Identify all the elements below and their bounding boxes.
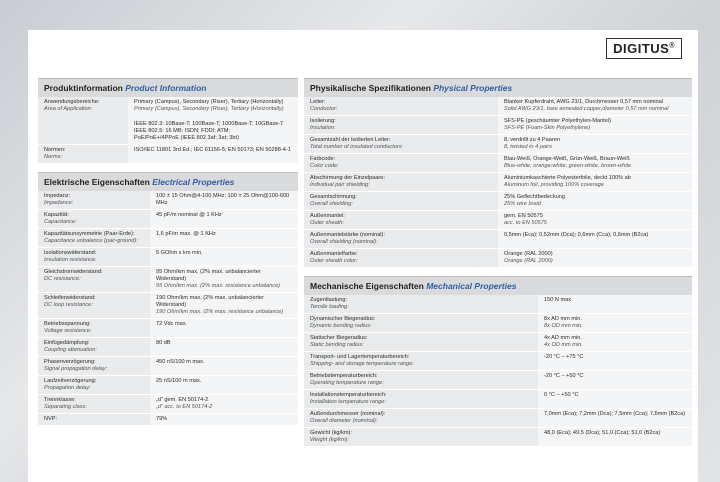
row-label bbox=[38, 191, 150, 210]
table-row bbox=[304, 333, 692, 352]
row-value bbox=[498, 192, 692, 211]
label-de: Trennklasse: bbox=[44, 397, 76, 403]
row-label bbox=[304, 154, 498, 173]
label-de: Einfügedämpfung: bbox=[44, 340, 90, 346]
row-label bbox=[38, 145, 128, 164]
value-1: ISO/IEC 11801 3rd Ed.; IEC 61156-5; EN 50173; EN 50288-4-1 bbox=[134, 147, 291, 153]
row-value bbox=[498, 230, 692, 249]
table-row bbox=[304, 314, 692, 333]
label-en: Capacitance unbalance (pair-ground): bbox=[44, 238, 138, 244]
row-label bbox=[38, 357, 150, 376]
label-de: Gesamtzahl der isolierten Leiter: bbox=[310, 137, 391, 143]
value-1: „d“ gem. EN 50174-2 bbox=[156, 397, 209, 403]
mechanical-title-de: Mechanische Eigenschaften bbox=[310, 281, 424, 291]
row-value bbox=[538, 352, 692, 371]
label-en: Outer sheath color: bbox=[310, 258, 358, 264]
row-label bbox=[304, 352, 538, 371]
electrical-title-en: Electrical Properties bbox=[152, 177, 235, 187]
value-1: -20 °C – +50 °C bbox=[544, 373, 584, 379]
table-row bbox=[304, 135, 692, 154]
value-1: 1,6 pF/m max. @ 1 KHz bbox=[156, 231, 216, 237]
row-label bbox=[304, 211, 498, 230]
physical-title-en: Physical Properties bbox=[433, 83, 513, 93]
electrical-table bbox=[38, 191, 298, 426]
row-value bbox=[150, 267, 298, 293]
row-label bbox=[304, 333, 538, 352]
mechanical-section bbox=[304, 276, 692, 447]
value-3: IEEE 802.3: 10Base-T; 100Base-T; 1000Base-T; 10GBase-T bbox=[134, 121, 284, 127]
label-de: Kapazität: bbox=[44, 212, 69, 218]
row-label bbox=[304, 230, 498, 249]
value-1: 7,0mm (Eca); 7,2mm (Dca); 7,5mm (Cca); 7,5mm (B2ca) bbox=[544, 411, 686, 417]
value-1: 25% Geflechtbedeckung bbox=[504, 194, 565, 200]
row-label bbox=[304, 295, 538, 314]
label-de: Betriebsspannung: bbox=[44, 321, 91, 327]
row-label bbox=[38, 248, 150, 267]
row-label bbox=[38, 97, 128, 145]
value-2: SFS-PE (Foam-Skin Polyethylene) bbox=[504, 125, 591, 131]
value-1: 80 dB bbox=[156, 340, 171, 346]
value-5: PoE/PoE+/4PPoE (IEEE 802.3af; 3at; 3bt) bbox=[134, 135, 239, 141]
row-label bbox=[38, 229, 150, 248]
row-value bbox=[150, 395, 298, 414]
label-en: Tensile loading: bbox=[310, 304, 349, 310]
row-value bbox=[498, 211, 692, 230]
label-de: Außenmantelstärke (nominal): bbox=[310, 232, 385, 238]
row-value bbox=[128, 145, 298, 164]
table-row bbox=[38, 293, 298, 319]
row-value bbox=[150, 376, 298, 395]
table-row bbox=[304, 428, 692, 447]
row-label bbox=[304, 371, 538, 390]
row-label bbox=[304, 409, 538, 428]
digitus-logo bbox=[606, 38, 682, 59]
value-1: Primary (Campus), Secondary (Riser), Tertiary (Horizontally) bbox=[134, 99, 284, 105]
label-de: Installationstemperaturbereich: bbox=[310, 392, 387, 398]
value-1: 4x AD mm min. bbox=[544, 335, 582, 341]
value-1: 95 Ohm/km max. (2% max. unbalancierter Widerstand) bbox=[156, 269, 261, 282]
row-label bbox=[38, 338, 150, 357]
row-value bbox=[538, 428, 692, 447]
row-label bbox=[38, 376, 150, 395]
label-de: Außenmantelfarbe: bbox=[310, 251, 358, 257]
row-label bbox=[304, 390, 538, 409]
row-label bbox=[304, 249, 498, 268]
row-label bbox=[38, 395, 150, 414]
label-en: Shipping- and storage temperature range: bbox=[310, 361, 414, 367]
value-1: 8, verdrillt zu 4 Paaren bbox=[504, 137, 560, 143]
row-label bbox=[38, 414, 150, 426]
label-en: Propagation delay: bbox=[44, 385, 91, 391]
label-en: Total number of insulated conductors: bbox=[310, 144, 404, 150]
table-row bbox=[304, 352, 692, 371]
label-en: Overall shielding: bbox=[310, 201, 353, 207]
table-row bbox=[304, 192, 692, 211]
value-1: SFS-PE (geschäumter Polyethylen-Mantel) bbox=[504, 118, 611, 124]
product-title-de: Produktinformation bbox=[44, 83, 123, 93]
row-value bbox=[538, 409, 692, 428]
value-2: Solid AWG 23/1, bare annealed copper,diameter 0.57 mm nominal bbox=[504, 106, 669, 112]
row-label bbox=[38, 293, 150, 319]
label-de: Betriebstemperaturbereich: bbox=[310, 373, 378, 379]
label-de: Laufzeitverzögerung: bbox=[44, 378, 97, 384]
label-de: Gewicht (kg/km): bbox=[310, 430, 352, 436]
value-2: 25% wire braid bbox=[504, 201, 541, 207]
row-label bbox=[304, 428, 538, 447]
row-label bbox=[304, 314, 538, 333]
row-value bbox=[498, 249, 692, 268]
table-row bbox=[38, 267, 298, 293]
row-label bbox=[304, 173, 498, 192]
value-1: 0 °C – +50 °C bbox=[544, 392, 579, 398]
label-en: Area of Application: bbox=[44, 106, 93, 112]
label-de: Kapazitätsunsymmetrie (Paar-Erde): bbox=[44, 231, 135, 237]
row-value bbox=[150, 319, 298, 338]
value-1: 8x AD mm min. bbox=[544, 316, 582, 322]
value-2: 95 Ohm/km max. (2% max. resistance unbalance) bbox=[156, 283, 281, 289]
table-row bbox=[38, 319, 298, 338]
value-2: 8x OD mm min. bbox=[544, 323, 583, 329]
table-row bbox=[304, 409, 692, 428]
table-row bbox=[304, 230, 692, 249]
label-de: Gleichstromwiderstand: bbox=[44, 269, 103, 275]
label-de: Gesamtschirmung: bbox=[310, 194, 357, 200]
label-en: Capacitance: bbox=[44, 219, 77, 225]
electrical-section bbox=[38, 172, 298, 426]
row-value bbox=[150, 248, 298, 267]
value-2: 8, twisted in 4 pairs bbox=[504, 144, 552, 150]
label-en: Overall diameter (nominal): bbox=[310, 418, 378, 424]
value-2: Orange (RAL 2000) bbox=[504, 258, 553, 264]
label-en: Norms: bbox=[44, 154, 63, 160]
label-de: NVP: bbox=[44, 416, 58, 422]
product-section bbox=[38, 78, 298, 164]
row-value bbox=[128, 97, 298, 145]
label-en: Individual pair shielding: bbox=[310, 182, 370, 188]
row-value bbox=[150, 338, 298, 357]
left-column bbox=[38, 78, 298, 434]
value-2: acc. to EN 50575 bbox=[504, 220, 547, 226]
value-1: Aluminiumkaschierte Polyesterfolie, deckt 100% ab bbox=[504, 175, 631, 181]
value-1: 48,0 (Eca); 49,5 (Dca); 51,0 (Cca); 51,0 (B2ca) bbox=[544, 430, 661, 436]
label-de: Isolationswiderstand: bbox=[44, 250, 97, 256]
electrical-title-de: Elektrische Eigenschaften bbox=[44, 177, 150, 187]
row-label bbox=[304, 192, 498, 211]
product-title-en: Product Information bbox=[125, 83, 207, 93]
datasheet bbox=[28, 30, 698, 482]
value-2: Blue-white, orange-white, green-white, brown-white bbox=[504, 163, 632, 169]
value-1: 450 nS/100 m max. bbox=[156, 359, 205, 365]
table-row bbox=[38, 97, 298, 145]
row-label bbox=[304, 97, 498, 116]
label-de: Abschirmung der Einzelpaare: bbox=[310, 175, 385, 181]
row-value bbox=[538, 371, 692, 390]
table-row bbox=[304, 173, 692, 192]
value-2: Primary (Campus), Secondary (Riser), Tertiary (Horizontally) bbox=[134, 106, 284, 112]
label-en: Insulation resistance: bbox=[44, 257, 97, 263]
label-en: Color code: bbox=[310, 163, 339, 169]
row-value bbox=[538, 333, 692, 352]
row-value bbox=[150, 357, 298, 376]
value-1: -20 °C – +75 °C bbox=[544, 354, 584, 360]
label-de: Isolierung: bbox=[310, 118, 336, 124]
table-row bbox=[38, 191, 298, 210]
label-en: Operating temperature range: bbox=[310, 380, 384, 386]
label-de: Phasenverzögerung: bbox=[44, 359, 96, 365]
physical-title-de: Physikalische Spezifikationen bbox=[310, 83, 431, 93]
row-value bbox=[538, 390, 692, 409]
label-en: Insulation: bbox=[310, 125, 336, 131]
table-row bbox=[38, 248, 298, 267]
label-en: Signal propagation delay: bbox=[44, 366, 108, 372]
value-1: 79% bbox=[156, 416, 168, 422]
value-1: 100 ± 15 Ohm@4-100 MHz; 100 ± 25 Ohm@100-600 MHz bbox=[156, 193, 290, 206]
row-value bbox=[498, 154, 692, 173]
value-1: 5 GOhm x km min. bbox=[156, 250, 203, 256]
row-label bbox=[38, 267, 150, 293]
mechanical-table bbox=[304, 295, 692, 447]
value-1: 45 pF/m nominal @ 1 KHz bbox=[156, 212, 222, 218]
row-label bbox=[38, 319, 150, 338]
mechanical-title-en: Mechanical Properties bbox=[426, 281, 517, 291]
table-row bbox=[304, 116, 692, 135]
right-column bbox=[304, 78, 692, 455]
mechanical-header bbox=[304, 276, 692, 295]
table-row bbox=[38, 357, 298, 376]
row-value bbox=[498, 135, 692, 154]
label-en: Conductor: bbox=[310, 106, 338, 112]
value-1: Blau-Weiß, Orange-Weiß, Grün-Weiß, Braun-Weiß bbox=[504, 156, 630, 162]
row-value bbox=[150, 210, 298, 229]
table-row bbox=[38, 229, 298, 248]
label-de: Schleifenwiderstand: bbox=[44, 295, 96, 301]
label-de: Leiter: bbox=[310, 99, 326, 105]
table-row bbox=[304, 249, 692, 268]
value-1: Orange (RAL 2000) bbox=[504, 251, 553, 257]
value-2: „d“ acc. to EN 50174-2 bbox=[156, 404, 213, 410]
row-value bbox=[498, 97, 692, 116]
row-value bbox=[538, 295, 692, 314]
product-table bbox=[38, 97, 298, 164]
label-en: Voltage resistance: bbox=[44, 328, 92, 334]
label-de: Außenmantel: bbox=[310, 213, 345, 219]
electrical-header bbox=[38, 172, 298, 191]
label-de: Farbcode: bbox=[310, 156, 336, 162]
value-2: 4x OD mm min. bbox=[544, 342, 583, 348]
value-2: Aluminum foil, providing 100% coverage bbox=[504, 182, 604, 188]
label-de: Zugentlastung: bbox=[310, 297, 348, 303]
label-de: Dynamischer Biegeradius: bbox=[310, 316, 376, 322]
label-en: Weight (kg/km): bbox=[310, 437, 350, 443]
label-de: Normen: bbox=[44, 147, 66, 153]
logo-mark: ® bbox=[669, 42, 675, 50]
label-en: DC resistance: bbox=[44, 276, 81, 282]
logo-text: DIGITUS bbox=[613, 41, 670, 56]
value-1: 72 Vdc max. bbox=[156, 321, 188, 327]
table-row bbox=[38, 145, 298, 164]
table-row bbox=[38, 376, 298, 395]
label-en: DC loop resistance: bbox=[44, 302, 93, 308]
row-value bbox=[150, 229, 298, 248]
value-1: 25 nS/100 m max. bbox=[156, 378, 202, 384]
row-label bbox=[304, 116, 498, 135]
label-de: Anwendungsbereiche: bbox=[44, 99, 100, 105]
label-en: Separating class: bbox=[44, 404, 87, 410]
label-de: Statischer Biegeradius: bbox=[310, 335, 368, 341]
product-header bbox=[38, 78, 298, 97]
value-1: Blanker Kupferdraht, AWG 23/1, Durchmesser 0,57 mm nominal bbox=[504, 99, 663, 105]
table-row bbox=[38, 395, 298, 414]
value-1: gem. EN 50575 bbox=[504, 213, 543, 219]
table-row bbox=[304, 154, 692, 173]
physical-header bbox=[304, 78, 692, 97]
value-1: 190 Ohm/km max. (2% max. unbalancierter Widerstand) bbox=[156, 295, 264, 308]
row-label bbox=[304, 135, 498, 154]
row-value bbox=[150, 293, 298, 319]
table-row bbox=[38, 338, 298, 357]
label-en: Installation temperature range: bbox=[310, 399, 386, 405]
value-2: 190 Ohm/km max. (2% max. resistance unbalance) bbox=[156, 309, 284, 315]
value-1: 150 N max bbox=[544, 297, 572, 303]
row-value bbox=[538, 314, 692, 333]
table-row bbox=[38, 210, 298, 229]
row-label bbox=[38, 210, 150, 229]
row-value bbox=[498, 173, 692, 192]
physical-section bbox=[304, 78, 692, 268]
table-row bbox=[304, 211, 692, 230]
label-de: Transport- und Lagertemperaturbereich: bbox=[310, 354, 410, 360]
table-row bbox=[38, 414, 298, 426]
physical-table bbox=[304, 97, 692, 268]
table-row bbox=[304, 295, 692, 314]
value-1: 0,5mm (Eca); 0,52mm (Dca); 0,6mm (Cca); 0,6mm (B2ca) bbox=[504, 232, 649, 238]
label-en: Static bending radius: bbox=[310, 342, 364, 348]
label-en: Coupling attenuation: bbox=[44, 347, 97, 353]
table-row bbox=[304, 97, 692, 116]
label-en: Dynamic bending radius: bbox=[310, 323, 372, 329]
value-4: IEEE 802.5: 16 MB; ISDN; FDDI; ATM; bbox=[134, 128, 230, 134]
label-de: Außendurchmesser (nominal): bbox=[310, 411, 386, 417]
row-value bbox=[498, 116, 692, 135]
label-en: Outer sheath: bbox=[310, 220, 344, 226]
row-value bbox=[150, 414, 298, 426]
table-row bbox=[304, 371, 692, 390]
label-en: Overall shielding (nominal): bbox=[310, 239, 378, 245]
row-value bbox=[150, 191, 298, 210]
label-de: Impedanz: bbox=[44, 193, 71, 199]
label-en: Impedance: bbox=[44, 200, 74, 206]
table-row bbox=[304, 390, 692, 409]
